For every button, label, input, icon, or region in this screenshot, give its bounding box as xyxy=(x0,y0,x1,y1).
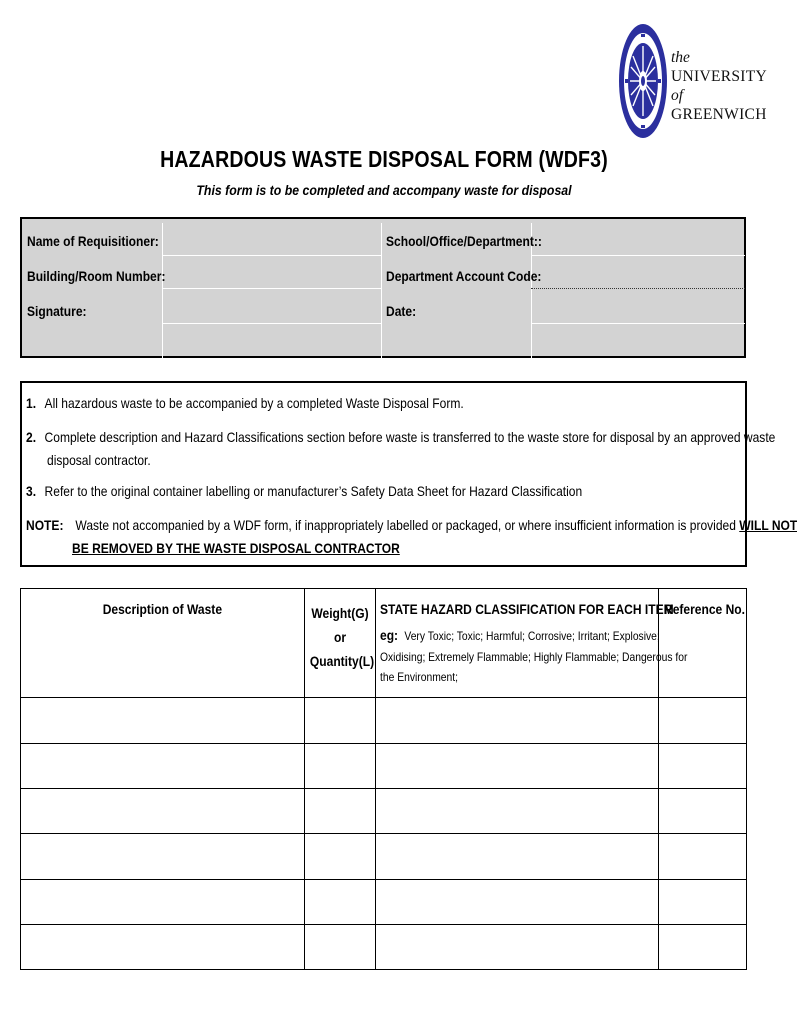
divider xyxy=(531,323,745,324)
logo-of: of xyxy=(671,87,684,104)
weight-cell[interactable] xyxy=(305,698,374,742)
university-wordmark xyxy=(671,48,767,124)
school-label: School/Office/Department:: xyxy=(386,233,542,249)
divider xyxy=(531,255,745,256)
instruction-number: 2. xyxy=(26,429,37,445)
description-cell[interactable] xyxy=(22,698,303,742)
note-text: Waste not accompanied by a WDF form, if inappropriately labelled or packaged, or where insufficient information is provided xyxy=(75,517,736,533)
weight-cell[interactable] xyxy=(305,880,374,923)
instruction-text: Refer to the original container labelling or manufacturer’s Safety Data Sheet for Hazard Classification xyxy=(44,483,583,499)
logo-greenwich: GREENWICH xyxy=(671,106,767,123)
form-subtitle: This form is to be completed and accompany waste for disposal xyxy=(196,182,572,198)
building-label: Building/Room Number: xyxy=(27,268,166,284)
reference-cell[interactable] xyxy=(659,744,745,787)
divider xyxy=(162,323,381,324)
name-field[interactable] xyxy=(163,224,380,254)
date-label: Date: xyxy=(386,303,417,319)
divider xyxy=(162,288,381,289)
header-weight-line1: Weight(G) xyxy=(311,605,369,621)
hazard-eg-label: eg: xyxy=(380,627,399,643)
reference-cell[interactable] xyxy=(659,789,745,832)
name-label: Name of Requisitioner: xyxy=(27,233,159,249)
divider xyxy=(531,288,745,289)
signature-label: Signature: xyxy=(27,303,87,319)
reference-cell[interactable] xyxy=(659,834,745,878)
logo-the: the xyxy=(671,49,690,66)
header-weight xyxy=(305,601,375,673)
instructions-section xyxy=(20,381,797,567)
instruction-text: Complete description and Hazard Classifications section before waste is transferred to the waste store for disposal by an approved waste xyxy=(44,429,776,445)
instruction-text: All hazardous waste to be accompanied by a completed Waste Disposal Form. xyxy=(44,395,464,411)
weight-cell[interactable] xyxy=(305,744,374,787)
header-weight-line3: Quantity(L) xyxy=(309,653,375,669)
divider xyxy=(381,223,382,358)
weight-cell[interactable] xyxy=(305,925,374,968)
description-cell[interactable] xyxy=(22,925,303,968)
hazard-examples-text: Very Toxic; Toxic; Harmful; Corrosive; Irritant; Explosive; xyxy=(404,629,660,643)
hazard-cell[interactable] xyxy=(376,789,657,832)
header-description-label: Description of Waste xyxy=(102,601,223,617)
instruction-number: 1. xyxy=(26,395,37,411)
reference-cell[interactable] xyxy=(659,880,745,923)
hazard-cell[interactable] xyxy=(376,880,657,923)
header-hazard-title: STATE HAZARD CLASSIFICATION FOR EACH ITEM xyxy=(380,601,674,617)
university-seal-logo xyxy=(617,22,669,140)
date-field[interactable] xyxy=(532,290,744,322)
account-code-field[interactable] xyxy=(532,257,744,287)
reference-cell[interactable] xyxy=(659,698,745,742)
header-description xyxy=(21,601,304,619)
instruction-number: 3. xyxy=(26,483,37,499)
header-reference: Reference No. xyxy=(664,601,745,617)
description-cell[interactable] xyxy=(22,880,303,923)
note-emphasis: BE REMOVED BY THE WASTE DISPOSAL CONTRACTOR xyxy=(72,540,400,556)
weight-cell[interactable] xyxy=(305,834,374,878)
hazard-cell[interactable] xyxy=(376,744,657,787)
school-field[interactable] xyxy=(532,224,744,254)
logo-university: UNIVERSITY xyxy=(671,68,767,85)
reference-cell[interactable] xyxy=(659,925,745,968)
note-label: NOTE: xyxy=(26,517,64,533)
header-hazard-examples-2: Oxidising; Extremely Flammable; Highly Flammable; Dangerous for xyxy=(380,650,688,664)
requisitioner-section xyxy=(20,217,746,358)
waste-table xyxy=(20,588,747,970)
header-hazard-examples-3: the Environment; xyxy=(380,670,459,684)
description-cell[interactable] xyxy=(22,789,303,832)
signature-field[interactable] xyxy=(163,290,380,322)
description-cell[interactable] xyxy=(22,744,303,787)
account-code-label: Department Account Code: xyxy=(386,268,542,284)
divider xyxy=(162,255,381,256)
note-line-2 xyxy=(72,537,400,559)
instruction-1 xyxy=(26,392,464,414)
building-field[interactable] xyxy=(163,257,380,287)
note-emphasis: WILL NOT xyxy=(739,517,797,533)
note-line-1 xyxy=(26,514,797,536)
hazard-cell[interactable] xyxy=(376,925,657,968)
header-hazard-examples-1 xyxy=(380,625,660,646)
header-weight-line2: or xyxy=(333,629,347,645)
hazard-cell[interactable] xyxy=(376,698,657,742)
hazard-cell[interactable] xyxy=(376,834,657,878)
instruction-2-continued: disposal contractor. xyxy=(47,452,151,468)
form-title: HAZARDOUS WASTE DISPOSAL FORM (WDF3) xyxy=(160,146,608,172)
description-cell[interactable] xyxy=(22,834,303,878)
instruction-2 xyxy=(26,426,775,448)
instruction-3 xyxy=(26,480,582,502)
weight-cell[interactable] xyxy=(305,789,374,832)
